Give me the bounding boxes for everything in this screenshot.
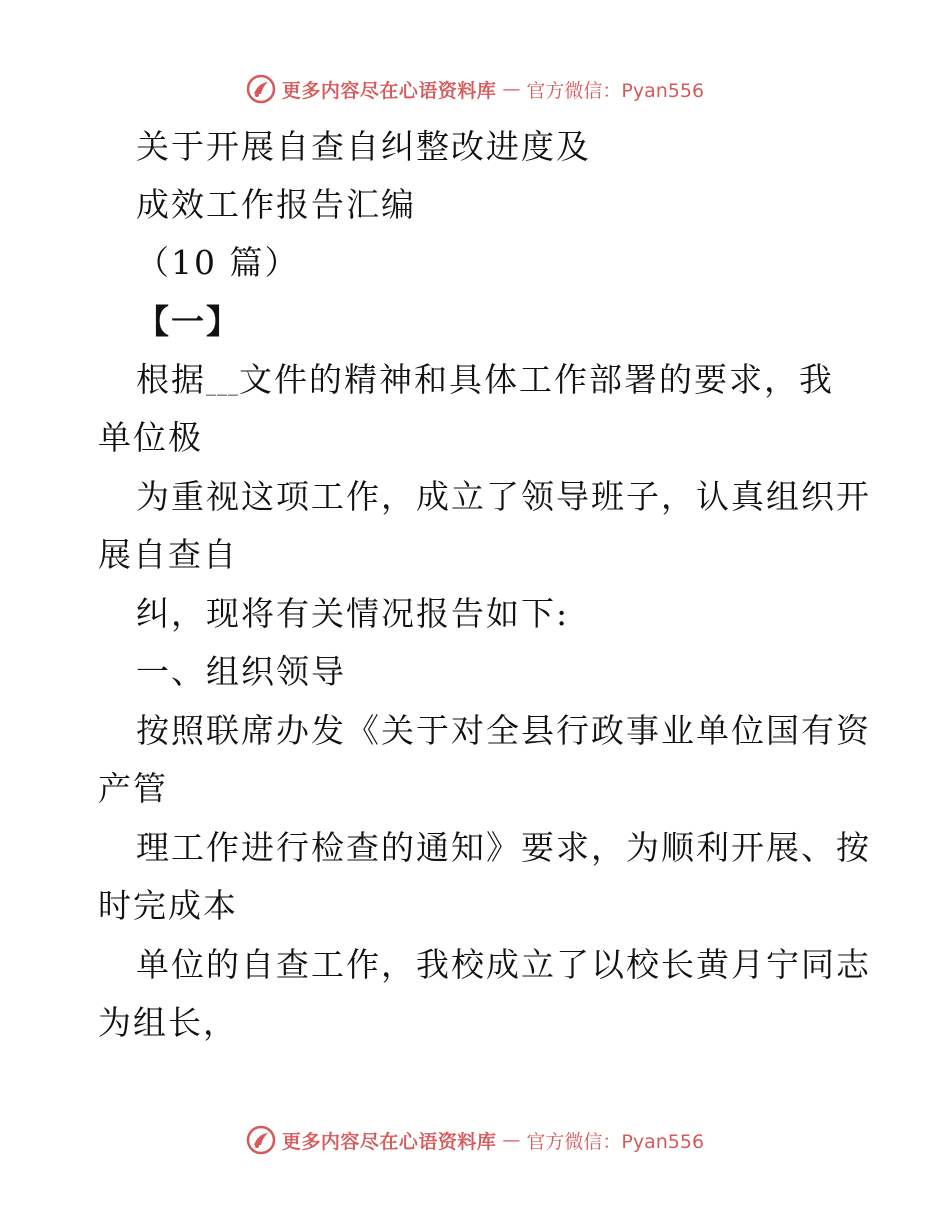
watermark-dash: — <box>502 78 521 100</box>
section-marker: 【一】 <box>136 302 241 341</box>
watermark-text: 更多内容尽在心语资料库 <box>281 1130 497 1153</box>
watermark-header <box>0 69 950 109</box>
paragraph-line: 单位极 <box>98 418 203 457</box>
paragraph-line: 展自查自 <box>98 535 238 574</box>
paragraph-line: 按照联席办发《关于对全县行政事业单位国有资 <box>136 711 871 750</box>
watermark-footer <box>0 1120 950 1160</box>
paragraph-line: 单位的自查工作，我校成立了以校长黄月宁同志 <box>136 945 871 984</box>
watermark-wechat: 官方微信：Pyan556 <box>526 1130 705 1153</box>
logo-icon <box>246 1125 276 1155</box>
paragraph-line: 纠，现将有关情况报告如下: <box>136 594 570 633</box>
watermark-text: 更多内容尽在心语资料库 <box>281 79 497 102</box>
watermark-dash: — <box>502 1129 521 1151</box>
paragraph-text: 根据 <box>136 360 206 399</box>
paragraph-line: 为组长， <box>98 1003 238 1042</box>
article-count: （10 篇） <box>136 243 300 282</box>
blank-placeholder: ___ <box>206 372 239 396</box>
paragraph-line: 理工作进行检查的通知》要求，为顺利开展、按 <box>136 828 871 867</box>
paragraph-line <box>136 360 834 404</box>
section-heading: 一、组织领导 <box>136 652 346 691</box>
paragraph-line: 时完成本 <box>98 886 238 925</box>
title-line-1: 关于开展自查自纠整改进度及 <box>136 127 591 166</box>
paragraph-line: 产管 <box>98 769 168 808</box>
paragraph-text: 文件的精神和具体工作部署的要求，我 <box>239 360 834 399</box>
paragraph-line: 为重视这项工作，成立了领导班子，认真组织开 <box>136 477 871 516</box>
logo-icon <box>246 74 276 104</box>
title-line-2: 成效工作报告汇编 <box>136 185 416 224</box>
watermark-wechat: 官方微信：Pyan556 <box>526 79 705 102</box>
